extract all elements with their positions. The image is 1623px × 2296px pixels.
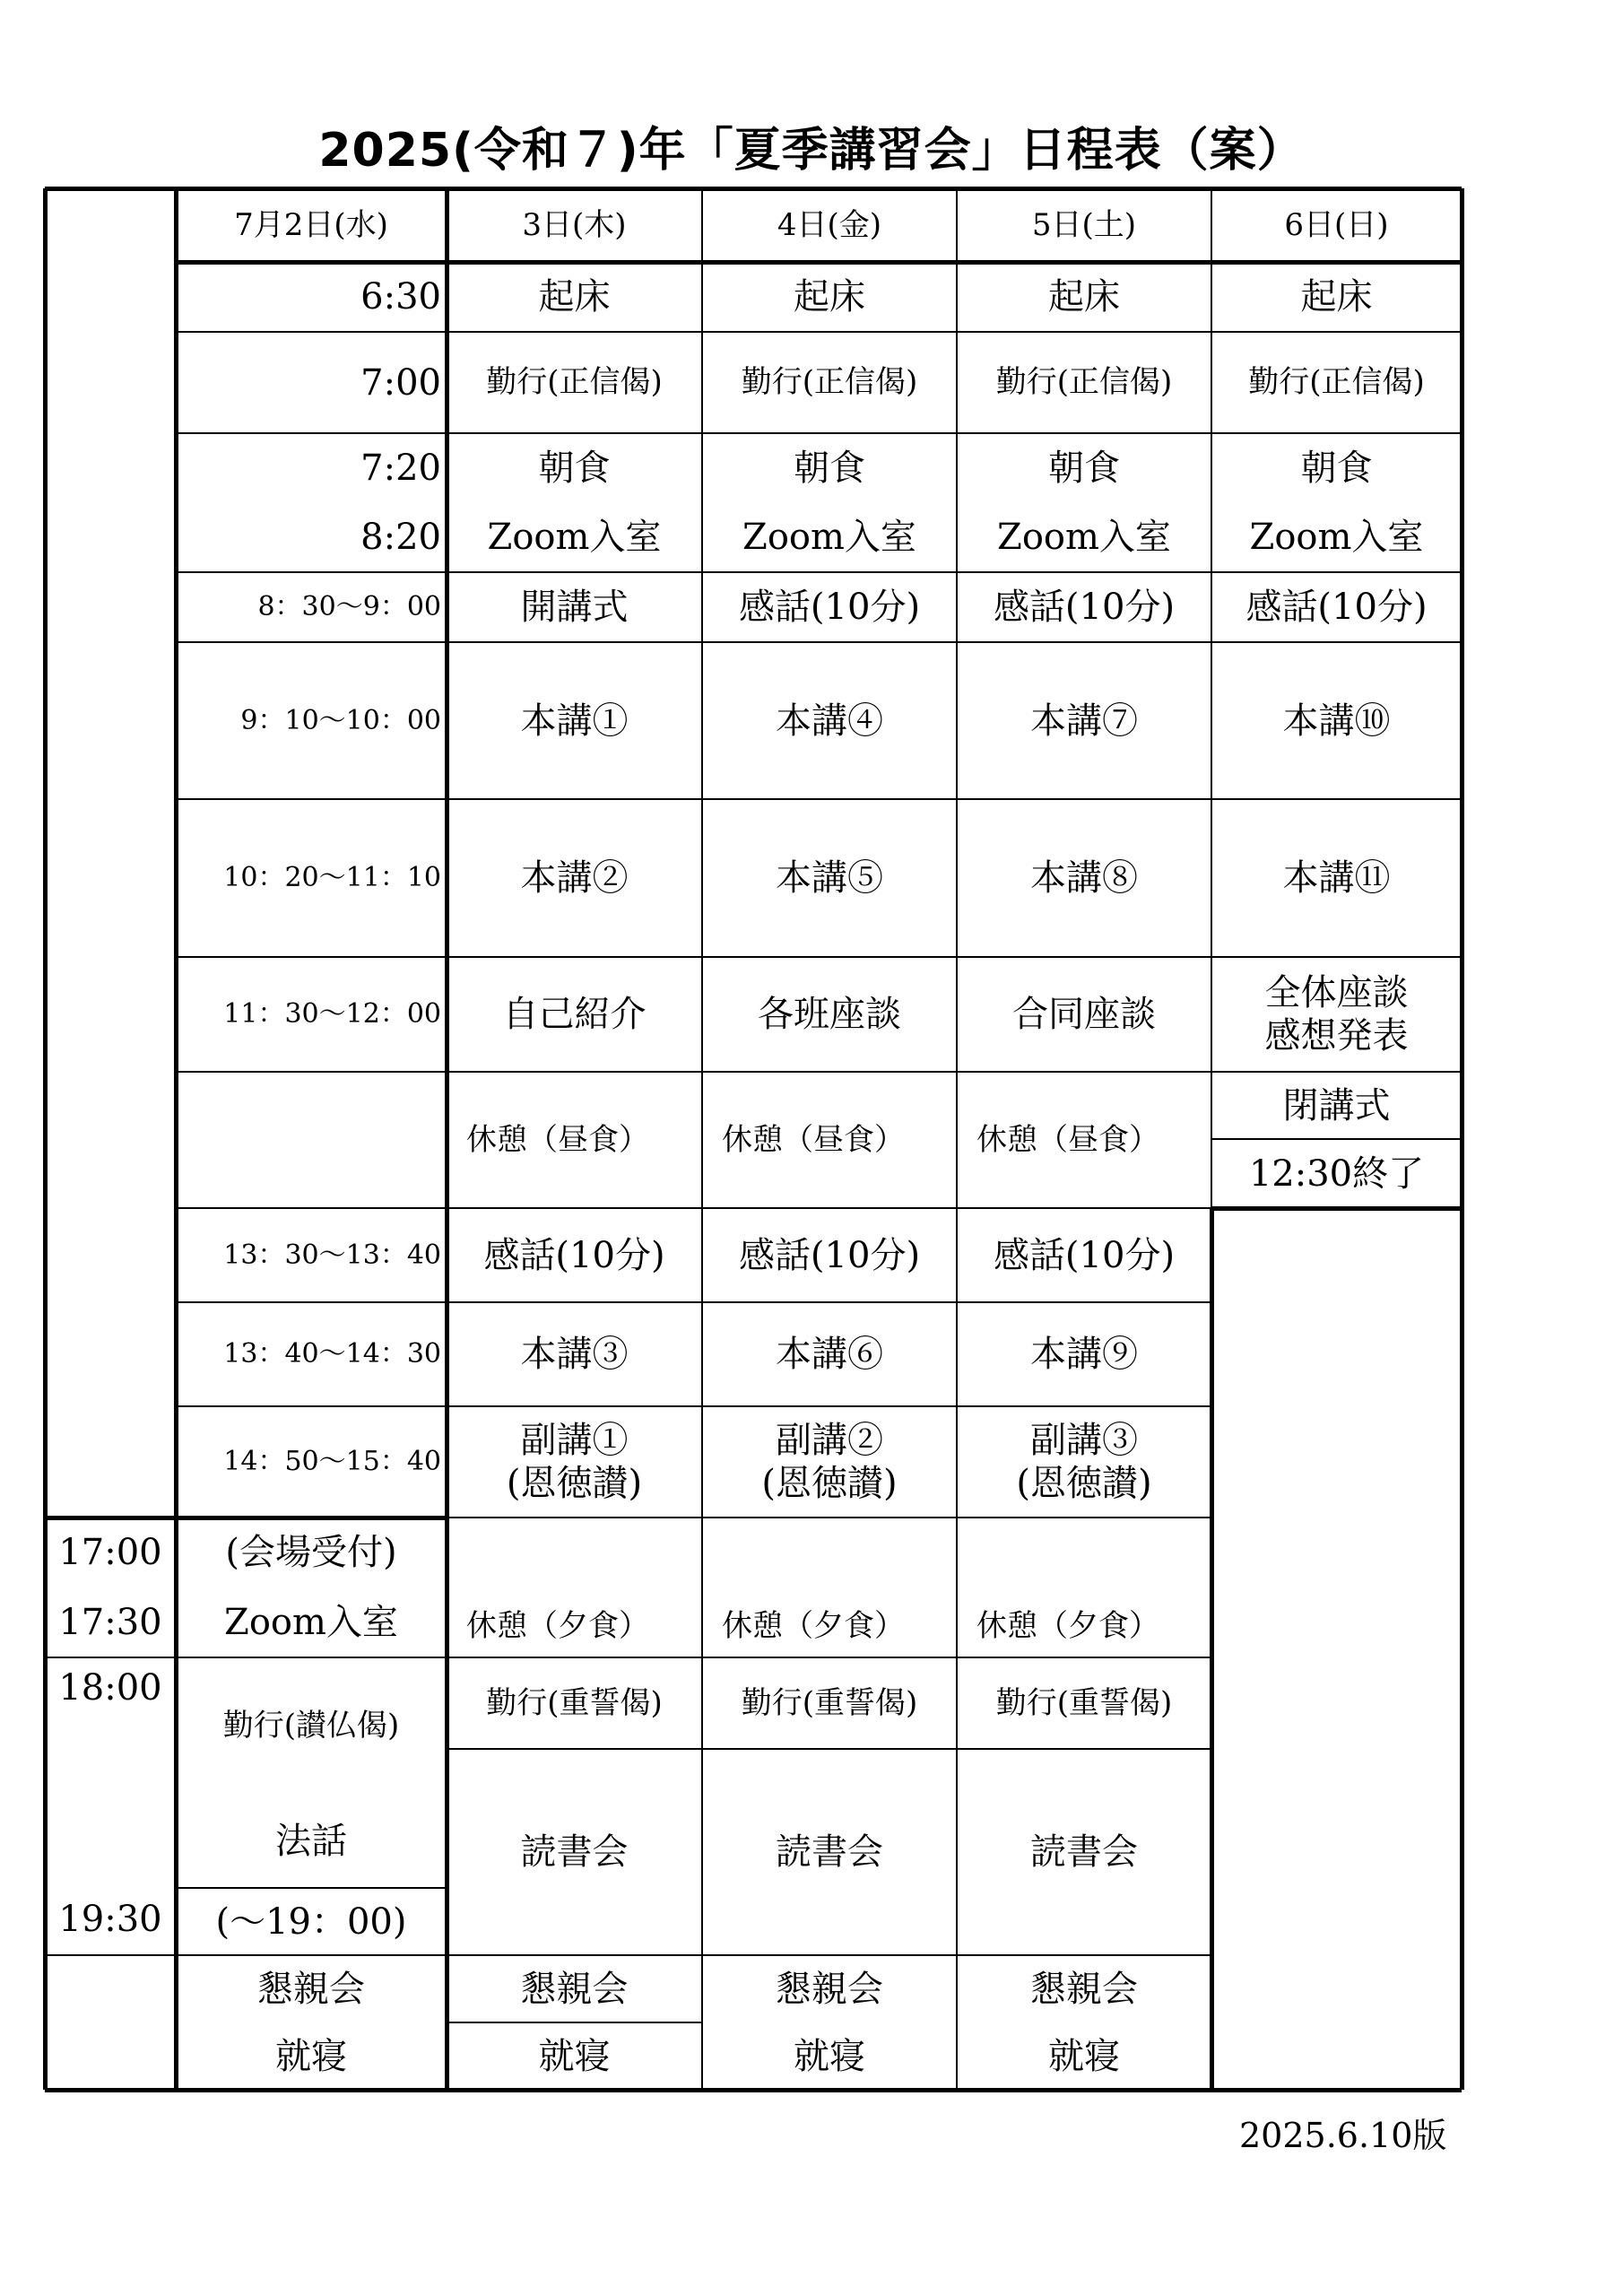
schedule-cell (447, 1518, 702, 1657)
cell-text: 勤行(正信偈) (995, 364, 1173, 401)
cell-text: 7月2日(水) (234, 206, 388, 243)
time-label (176, 502, 447, 572)
schedule-cell (702, 262, 957, 332)
cell-text: 開講式 (520, 587, 629, 628)
cell-text: 8：30〜9：00 (257, 591, 441, 622)
schedule-cell (447, 1302, 702, 1406)
schedule-cell (1211, 433, 1462, 502)
grid-line (447, 1517, 1211, 1519)
cell-text: 感話(10分) (993, 1234, 1176, 1276)
schedule-cell (702, 502, 957, 572)
schedule-cell (1211, 642, 1462, 799)
cell-text: 本講② (520, 857, 629, 899)
time-label (45, 1883, 176, 1955)
schedule-cell (957, 1749, 1211, 1955)
cell-text: 読書会 (1030, 1831, 1138, 1873)
cell-text: Zoom入室 (997, 517, 1171, 558)
schedule-cell (702, 642, 957, 799)
grid-line (176, 571, 1462, 574)
cell-text: 7:00 (360, 361, 441, 404)
cell-text: 6日(日) (1284, 206, 1389, 243)
schedule-cell (957, 799, 1211, 957)
cell-text: 勤行(重誓偈) (995, 1684, 1173, 1721)
grid-line (176, 798, 1462, 801)
header-date (447, 188, 702, 262)
schedule-cell (447, 2022, 702, 2090)
schedule-cell (702, 572, 957, 642)
schedule-cell (447, 799, 702, 957)
cell-text: 休憩（夕食） (976, 1608, 1159, 1645)
cell-text: 副講② (776, 1420, 883, 1461)
schedule-cell (957, 957, 1211, 1072)
schedule-cell (957, 2022, 1211, 2090)
schedule-cell (447, 642, 702, 799)
grid-line (447, 1748, 1211, 1751)
cell-text: 本講⑪ (1282, 857, 1391, 899)
cell-text: 勤行(正信偈) (486, 364, 663, 401)
grid-line (176, 956, 1462, 959)
cell-text: 17:00 (58, 1532, 162, 1573)
cell-text: 7:20 (360, 447, 441, 489)
schedule-cell (957, 1302, 1211, 1406)
grid-line (45, 1657, 1211, 1659)
cell-text: 就寝 (1048, 2035, 1120, 2077)
grid-line (176, 1207, 1211, 1210)
schedule-cell (447, 262, 702, 332)
schedule-cell (447, 1208, 702, 1302)
cell-text: 読書会 (520, 1831, 629, 1873)
schedule-cell (176, 1955, 447, 2022)
schedule-cell (1211, 262, 1462, 332)
grid-line (1211, 188, 1213, 1208)
cell-text: 感話(10分) (738, 587, 921, 628)
schedule-cell (447, 1749, 702, 1955)
cell-text: 14：50〜15：40 (223, 1446, 441, 1477)
schedule-cell (447, 957, 702, 1072)
cell-text: (恩徳讃) (506, 1463, 643, 1504)
schedule-cell (176, 1587, 447, 1657)
cell-text: 就寝 (275, 2035, 347, 2077)
grid-line (176, 641, 1462, 644)
schedule-cell (957, 1518, 1211, 1657)
schedule-cell (702, 1518, 957, 1657)
cell-text: 17:30 (58, 1602, 162, 1643)
cell-text: 感話(10分) (738, 1234, 921, 1276)
time-label (176, 1406, 447, 1518)
time-label (176, 262, 447, 332)
schedule-cell (176, 2022, 447, 2090)
cell-text: 4日(金) (777, 206, 882, 243)
schedule-cell (1211, 502, 1462, 572)
cell-text: Zoom入室 (1249, 517, 1424, 558)
schedule-cell (957, 1208, 1211, 1302)
cell-text: 感想発表 (1264, 1015, 1409, 1057)
cell-text: 合同座談 (1012, 994, 1156, 1035)
cell-text: 懇親会 (1030, 1968, 1138, 2010)
schedule-cell (957, 1406, 1211, 1518)
cell-text: 就寝 (538, 2035, 611, 2077)
grid-line (445, 188, 449, 2090)
schedule-cell (702, 1955, 957, 2022)
schedule-cell (447, 433, 702, 502)
grid-line (45, 187, 1462, 191)
schedule-cell (702, 1302, 957, 1406)
schedule-cell (957, 262, 1211, 332)
cell-text: (恩徳讃) (761, 1463, 898, 1504)
cell-text: 起床 (1300, 276, 1373, 317)
cell-text: 18:00 (58, 1667, 162, 1709)
schedule-cell (702, 1208, 957, 1302)
cell-text: 勤行(正信偈) (1248, 364, 1425, 401)
cell-text: 感話(10分) (483, 1234, 665, 1276)
cell-text: 休憩（夕食） (722, 1608, 905, 1645)
cell-text: 3日(木) (522, 206, 627, 243)
cell-text: 閉講式 (1282, 1084, 1391, 1126)
cell-text: 朝食 (1048, 447, 1120, 489)
time-label (176, 572, 447, 642)
grid-line (43, 188, 48, 2090)
cell-text: 休憩（昼食） (976, 1121, 1159, 1158)
cell-text: (恩徳讃) (1016, 1463, 1152, 1504)
cell-text: 本講⑩ (1282, 700, 1391, 742)
schedule-cell (176, 1888, 447, 1955)
cell-text: 本講⑤ (776, 857, 883, 899)
time-label (45, 1518, 176, 1587)
cell-text: 起床 (794, 276, 865, 317)
cell-text: 休憩（昼食） (466, 1121, 649, 1158)
schedule-cell (1211, 957, 1462, 1072)
grid-line (174, 188, 178, 2090)
schedule-cell (957, 502, 1211, 572)
cell-text: 起床 (1048, 276, 1120, 317)
cell-text: 本講⑨ (1030, 1334, 1138, 1375)
time-label (176, 1302, 447, 1406)
time-label (176, 957, 447, 1072)
schedule-cell (702, 1072, 957, 1208)
cell-text: 本講⑥ (776, 1334, 883, 1375)
schedule-cell (702, 1749, 957, 1955)
cell-text: 読書会 (776, 1831, 883, 1873)
time-label (176, 799, 447, 957)
cell-text: 10：20〜11：10 (223, 862, 441, 893)
grid-line (45, 1954, 1211, 1957)
schedule-cell (702, 2022, 957, 2090)
schedule-cell (1211, 1139, 1462, 1208)
cell-text: 本講④ (776, 700, 883, 742)
grid-line (1210, 1208, 1214, 2090)
cell-text: 9：10〜10：00 (240, 704, 441, 736)
grid-line (176, 1887, 447, 1890)
schedule-cell (957, 1955, 1211, 2022)
cell-text: 8:20 (360, 517, 441, 558)
schedule-cell (176, 1518, 447, 1587)
cell-text: 本講① (520, 700, 629, 742)
schedule-cell (702, 1406, 957, 1518)
cell-text: 副講① (520, 1420, 629, 1461)
cell-text: 勤行(重誓偈) (486, 1684, 663, 1721)
grid-line (45, 2088, 1462, 2092)
schedule-cell (1211, 332, 1462, 433)
cell-text: 自己紹介 (502, 994, 647, 1035)
time-label (45, 1587, 176, 1657)
time-label (176, 433, 447, 502)
cell-text: 就寝 (794, 2035, 865, 2077)
schedule-cell (447, 1955, 702, 2022)
schedule-cell (1211, 572, 1462, 642)
grid-line (701, 188, 704, 2090)
cell-text: 本講⑧ (1030, 857, 1138, 899)
cell-text: 懇親会 (520, 1968, 629, 2010)
schedule-cell (702, 1657, 957, 1749)
schedule-cell (702, 799, 957, 957)
cell-text: 朝食 (538, 447, 611, 489)
cell-text: 朝食 (1300, 447, 1373, 489)
grid-line (176, 1405, 1211, 1408)
schedule-cell (702, 433, 957, 502)
cell-text: 各班座談 (758, 994, 901, 1035)
schedule-cell (702, 332, 957, 433)
schedule-cell (447, 502, 702, 572)
cell-text: 副講③ (1030, 1420, 1138, 1461)
grid-line (176, 260, 1462, 265)
schedule-cell (957, 1072, 1211, 1208)
schedule-cell (447, 572, 702, 642)
header-date (702, 188, 957, 262)
page-title: 2025(令和７)年「夏季講習会」日程表（案） (318, 124, 1305, 178)
schedule-cell (1211, 799, 1462, 957)
cell-text: 起床 (538, 276, 611, 317)
cell-text: Zoom入室 (742, 517, 916, 558)
grid-line (1211, 1206, 1462, 1211)
cell-text: 懇親会 (776, 1968, 883, 2010)
cell-text: 休憩（夕食） (466, 1608, 649, 1645)
cell-text: 12:30終了 (1248, 1152, 1425, 1195)
cell-text: 13：40〜14：30 (223, 1338, 441, 1370)
grid-line (176, 1301, 1211, 1304)
schedule-cell (1211, 1072, 1462, 1139)
grid-line (1211, 1138, 1462, 1141)
schedule-cell (957, 433, 1211, 502)
schedule-cell (957, 1657, 1211, 1749)
cell-text: (会場受付) (225, 1532, 397, 1573)
cell-text: Zoom入室 (487, 517, 662, 558)
cell-text: 11：30〜12：00 (223, 998, 441, 1030)
schedule-cell (447, 332, 702, 433)
schedule-cell (176, 1794, 447, 1888)
header-date (176, 188, 447, 262)
grid-line (176, 432, 1462, 435)
cell-text: 法話 (275, 1820, 347, 1862)
schedule-cell (957, 642, 1211, 799)
cell-text: 19:30 (58, 1899, 162, 1940)
cell-text: 休憩（昼食） (722, 1121, 905, 1158)
cell-text: Zoom入室 (224, 1602, 398, 1643)
cell-text: 感話(10分) (1245, 587, 1428, 628)
schedule-cell (702, 957, 957, 1072)
grid-line (45, 1516, 447, 1520)
grid-line (176, 331, 1462, 334)
schedule-cell (957, 332, 1211, 433)
time-label (176, 332, 447, 433)
grid-line (176, 1071, 1462, 1074)
grid-line (447, 2022, 702, 2024)
cell-text: 朝食 (794, 447, 865, 489)
cell-text: 懇親会 (257, 1968, 365, 2010)
time-label (45, 1657, 176, 1731)
cell-text: 勤行(正信偈) (741, 364, 918, 401)
cell-text: (〜19：00) (215, 1900, 407, 1943)
cell-text: 5日(土) (1031, 206, 1137, 243)
schedule-cell (447, 1072, 702, 1208)
cell-text: 勤行(重誓偈) (741, 1684, 918, 1721)
header-date (957, 188, 1211, 262)
schedule-cell (447, 1406, 702, 1518)
schedule-table (45, 188, 1462, 2083)
cell-text: 6:30 (360, 276, 441, 317)
header-date (1211, 188, 1462, 262)
schedule-cell (447, 1657, 702, 1749)
cell-text: 感話(10分) (993, 587, 1176, 628)
cell-text: 13：30〜13：40 (223, 1239, 441, 1271)
time-label (176, 1208, 447, 1302)
schedule-cell (176, 1657, 447, 1794)
version-label: 2025.6.10版 (1239, 2116, 1447, 2155)
cell-text: 勤行(讃仏偈) (222, 1707, 400, 1744)
cell-text: 本講⑦ (1030, 700, 1138, 742)
time-label (176, 642, 447, 799)
cell-text: 本講③ (520, 1334, 629, 1375)
schedule-cell (957, 572, 1211, 642)
cell-text: 全体座談 (1264, 972, 1409, 1013)
grid-line (956, 188, 959, 2090)
